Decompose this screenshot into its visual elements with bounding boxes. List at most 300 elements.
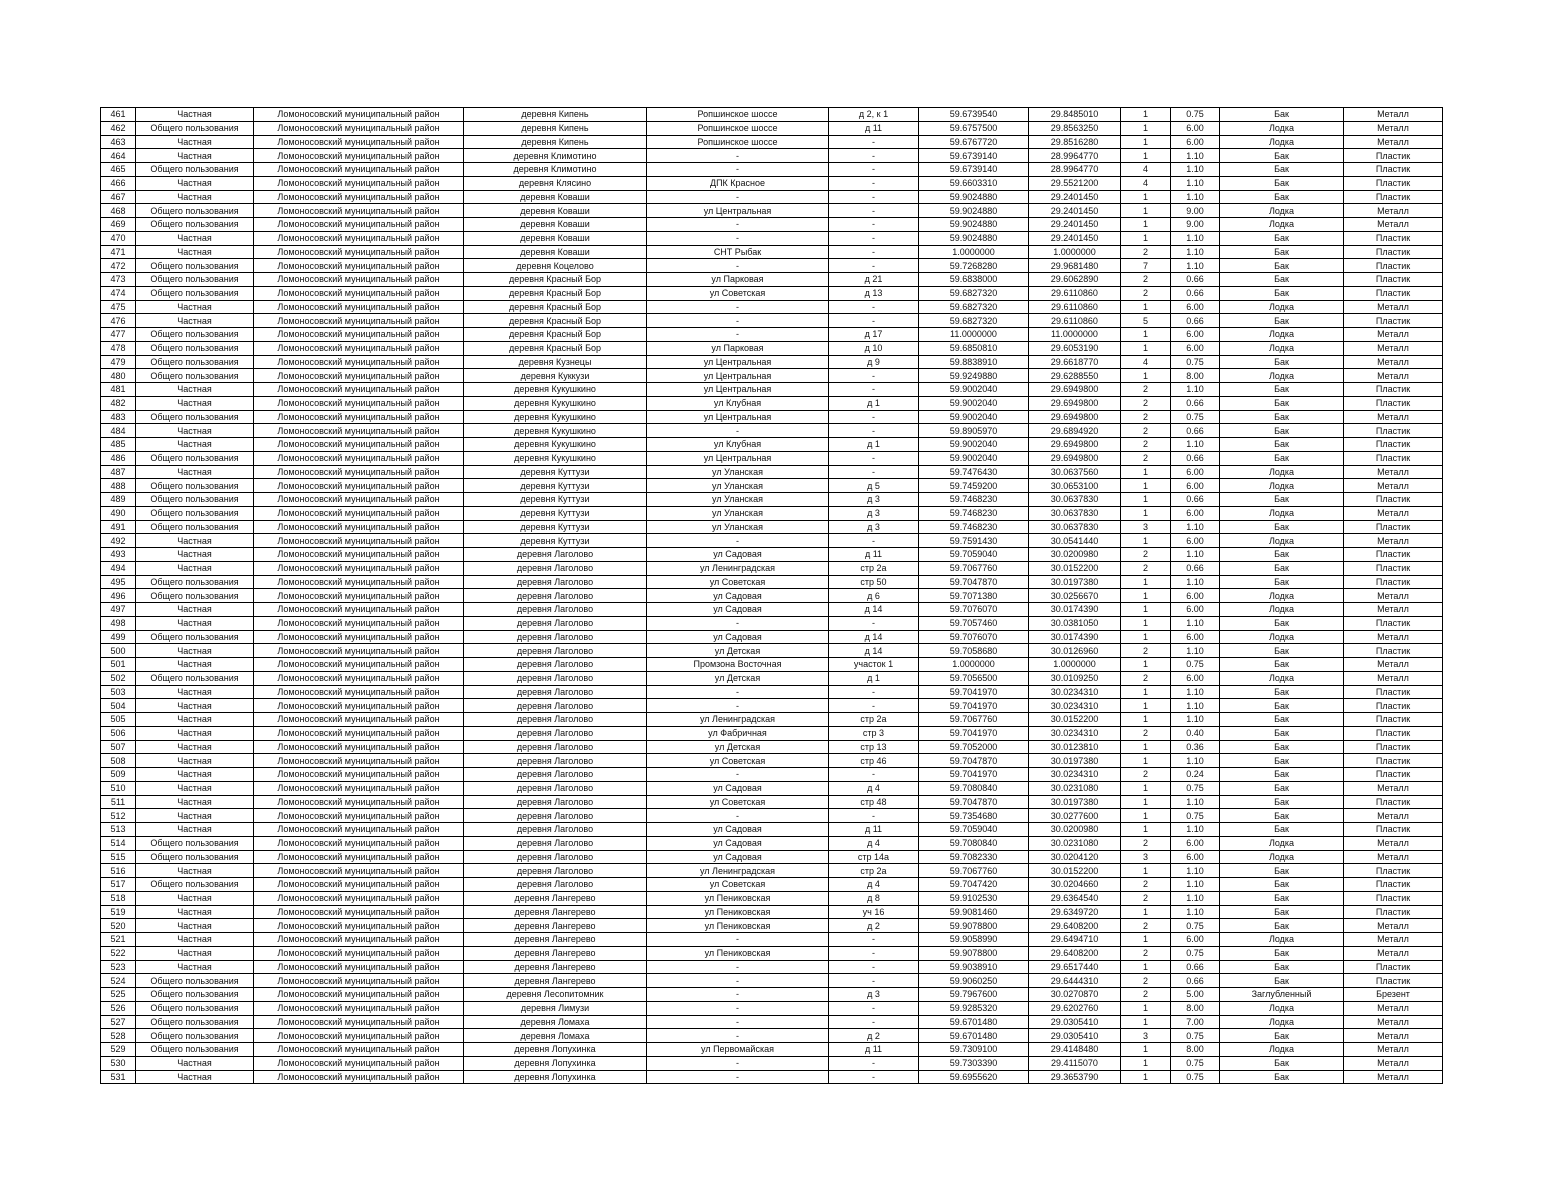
count-cell: 1 — [1121, 218, 1171, 232]
table-row — [101, 396, 1443, 410]
volume-cell: 6.00 — [1171, 589, 1220, 603]
latitude-cell: 59.7476430 — [919, 465, 1029, 479]
container-type-cell: Бак — [1220, 245, 1344, 259]
settlement-cell: деревня Кукушкино — [464, 383, 647, 397]
row-number-cell: 485 — [101, 438, 136, 452]
latitude-cell: 59.7057460 — [919, 616, 1029, 630]
volume-cell: 1.10 — [1171, 190, 1220, 204]
settlement-cell: деревня Кукушкино — [464, 410, 647, 424]
count-cell: 2 — [1121, 878, 1171, 892]
street-cell: - — [647, 1001, 829, 1015]
row-number-cell: 500 — [101, 644, 136, 658]
row-number-cell: 476 — [101, 314, 136, 328]
building-cell: - — [829, 1070, 919, 1084]
row-number-cell: 488 — [101, 479, 136, 493]
container-type-cell: Бак — [1220, 823, 1344, 837]
street-cell: - — [647, 190, 829, 204]
ownership-cell: Частная — [136, 190, 254, 204]
latitude-cell: 1.0000000 — [919, 245, 1029, 259]
latitude-cell: 59.7076070 — [919, 603, 1029, 617]
table-row — [101, 424, 1443, 438]
ownership-cell: Общего пользования — [136, 273, 254, 287]
settlement-cell: деревня Кузнецы — [464, 355, 647, 369]
latitude-cell: 59.7591430 — [919, 534, 1029, 548]
settlement-cell: деревня Лангерево — [464, 919, 647, 933]
building-cell: стр 2а — [829, 713, 919, 727]
longitude-cell: 30.0197380 — [1029, 795, 1121, 809]
table-row — [101, 369, 1443, 383]
latitude-cell: 59.7354680 — [919, 809, 1029, 823]
street-cell: ДПК Красное — [647, 176, 829, 190]
district-cell: Ломоносовский муниципальный район — [254, 891, 464, 905]
district-cell: Ломоносовский муниципальный район — [254, 300, 464, 314]
district-cell: Ломоносовский муниципальный район — [254, 135, 464, 149]
row-number-cell: 518 — [101, 891, 136, 905]
longitude-cell: 1.0000000 — [1029, 245, 1121, 259]
settlement-cell: деревня Куттузи — [464, 479, 647, 493]
row-number-cell: 472 — [101, 259, 136, 273]
street-cell: СНТ Рыбак — [647, 245, 829, 259]
material-cell: Пластик — [1344, 878, 1443, 892]
district-cell: Ломоносовский муниципальный район — [254, 548, 464, 562]
material-cell: Пластик — [1344, 314, 1443, 328]
ownership-cell: Общего пользования — [136, 341, 254, 355]
district-cell: Ломоносовский муниципальный район — [254, 575, 464, 589]
table-row — [101, 1043, 1443, 1057]
material-cell: Металл — [1344, 506, 1443, 520]
street-cell: ул Ленинградская — [647, 864, 829, 878]
container-type-cell: Бак — [1220, 754, 1344, 768]
building-cell: д 6 — [829, 589, 919, 603]
row-number-cell: 504 — [101, 699, 136, 713]
longitude-cell: 29.2401450 — [1029, 204, 1121, 218]
building-cell: - — [829, 300, 919, 314]
volume-cell: 0.75 — [1171, 781, 1220, 795]
ownership-cell: Частная — [136, 534, 254, 548]
row-number-cell: 523 — [101, 960, 136, 974]
row-number-cell: 525 — [101, 988, 136, 1002]
settlement-cell: деревня Лаголово — [464, 809, 647, 823]
material-cell: Металл — [1344, 919, 1443, 933]
volume-cell: 0.66 — [1171, 974, 1220, 988]
latitude-cell: 59.7080840 — [919, 781, 1029, 795]
volume-cell: 1.10 — [1171, 891, 1220, 905]
count-cell: 1 — [1121, 1070, 1171, 1084]
count-cell: 1 — [1121, 328, 1171, 342]
volume-cell: 0.66 — [1171, 960, 1220, 974]
latitude-cell: 59.6701480 — [919, 1029, 1029, 1043]
longitude-cell: 30.0200980 — [1029, 823, 1121, 837]
container-type-cell: Лодка — [1220, 506, 1344, 520]
settlement-cell: деревня Лимузи — [464, 1001, 647, 1015]
row-number-cell: 499 — [101, 630, 136, 644]
settlement-cell: деревня Лангерево — [464, 905, 647, 919]
longitude-cell: 29.6949800 — [1029, 383, 1121, 397]
row-number-cell: 495 — [101, 575, 136, 589]
row-number-cell: 492 — [101, 534, 136, 548]
latitude-cell: 59.7067760 — [919, 561, 1029, 575]
count-cell: 1 — [1121, 369, 1171, 383]
material-cell: Пластик — [1344, 768, 1443, 782]
street-cell: - — [647, 988, 829, 1002]
latitude-cell: 1.0000000 — [919, 658, 1029, 672]
district-cell: Ломоносовский муниципальный район — [254, 1043, 464, 1057]
settlement-cell: деревня Кукушкино — [464, 424, 647, 438]
settlement-cell: деревня Лаголово — [464, 561, 647, 575]
count-cell: 1 — [1121, 506, 1171, 520]
row-number-cell: 497 — [101, 603, 136, 617]
building-cell: - — [829, 163, 919, 177]
container-type-cell: Бак — [1220, 644, 1344, 658]
container-type-cell: Бак — [1220, 864, 1344, 878]
district-cell: Ломоносовский муниципальный район — [254, 699, 464, 713]
container-type-cell: Лодка — [1220, 479, 1344, 493]
container-type-cell: Бак — [1220, 108, 1344, 122]
street-cell: ул Клубная — [647, 438, 829, 452]
container-type-cell: Лодка — [1220, 341, 1344, 355]
ownership-cell: Общего пользования — [136, 163, 254, 177]
data-table — [100, 107, 1443, 1084]
district-cell: Ломоносовский муниципальный район — [254, 328, 464, 342]
table-row — [101, 768, 1443, 782]
table-row — [101, 121, 1443, 135]
settlement-cell: деревня Лопухинка — [464, 1070, 647, 1084]
table-row — [101, 905, 1443, 919]
material-cell: Металл — [1344, 465, 1443, 479]
container-type-cell: Заглубленный — [1220, 988, 1344, 1002]
ownership-cell: Общего пользования — [136, 988, 254, 1002]
ownership-cell: Частная — [136, 300, 254, 314]
building-cell: - — [829, 190, 919, 204]
row-number-cell: 496 — [101, 589, 136, 603]
table-row — [101, 1056, 1443, 1070]
volume-cell: 0.24 — [1171, 768, 1220, 782]
volume-cell: 6.00 — [1171, 933, 1220, 947]
table-row — [101, 685, 1443, 699]
ownership-cell: Частная — [136, 960, 254, 974]
building-cell: - — [829, 809, 919, 823]
settlement-cell: деревня Куттузи — [464, 465, 647, 479]
building-cell: - — [829, 176, 919, 190]
district-cell: Ломоносовский муниципальный район — [254, 424, 464, 438]
container-type-cell: Бак — [1220, 809, 1344, 823]
ownership-cell: Частная — [136, 795, 254, 809]
row-number-cell: 493 — [101, 548, 136, 562]
volume-cell: 6.00 — [1171, 341, 1220, 355]
row-number-cell: 527 — [101, 1015, 136, 1029]
row-number-cell: 508 — [101, 754, 136, 768]
table-row — [101, 479, 1443, 493]
longitude-cell: 30.0126960 — [1029, 644, 1121, 658]
longitude-cell: 29.6949800 — [1029, 438, 1121, 452]
count-cell: 3 — [1121, 1029, 1171, 1043]
district-cell: Ломоносовский муниципальный район — [254, 121, 464, 135]
container-type-cell: Бак — [1220, 383, 1344, 397]
row-number-cell: 491 — [101, 520, 136, 534]
count-cell: 1 — [1121, 658, 1171, 672]
material-cell: Пластик — [1344, 273, 1443, 287]
row-number-cell: 524 — [101, 974, 136, 988]
street-cell: ул Пениковская — [647, 905, 829, 919]
ownership-cell: Частная — [136, 933, 254, 947]
building-cell: - — [829, 974, 919, 988]
row-number-cell: 464 — [101, 149, 136, 163]
material-cell: Пластик — [1344, 795, 1443, 809]
district-cell: Ломоносовский муниципальный район — [254, 149, 464, 163]
latitude-cell: 59.7047870 — [919, 754, 1029, 768]
street-cell: - — [647, 699, 829, 713]
count-cell: 2 — [1121, 644, 1171, 658]
street-cell: - — [647, 218, 829, 232]
latitude-cell: 59.6757500 — [919, 121, 1029, 135]
settlement-cell: деревня Лесопитомник — [464, 988, 647, 1002]
latitude-cell: 59.6827320 — [919, 300, 1029, 314]
latitude-cell: 59.7041970 — [919, 699, 1029, 713]
volume-cell: 0.40 — [1171, 726, 1220, 740]
building-cell: д 1 — [829, 438, 919, 452]
settlement-cell: деревня Лаголово — [464, 603, 647, 617]
count-cell: 1 — [1121, 479, 1171, 493]
table-row — [101, 575, 1443, 589]
longitude-cell: 30.0204660 — [1029, 878, 1121, 892]
building-cell: - — [829, 685, 919, 699]
building-cell: - — [829, 383, 919, 397]
settlement-cell: деревня Лангерево — [464, 960, 647, 974]
material-cell: Металл — [1344, 534, 1443, 548]
table-row — [101, 644, 1443, 658]
district-cell: Ломоносовский муниципальный район — [254, 850, 464, 864]
material-cell: Пластик — [1344, 713, 1443, 727]
table-row — [101, 740, 1443, 754]
latitude-cell: 59.7076070 — [919, 630, 1029, 644]
material-cell: Пластик — [1344, 754, 1443, 768]
longitude-cell: 29.6949800 — [1029, 410, 1121, 424]
longitude-cell: 29.6288550 — [1029, 369, 1121, 383]
settlement-cell: деревня Лаголово — [464, 864, 647, 878]
volume-cell: 0.66 — [1171, 424, 1220, 438]
ownership-cell: Частная — [136, 905, 254, 919]
table-row — [101, 108, 1443, 122]
ownership-cell: Частная — [136, 548, 254, 562]
settlement-cell: деревня Лаголово — [464, 616, 647, 630]
district-cell: Ломоносовский муниципальный район — [254, 231, 464, 245]
latitude-cell: 59.6739140 — [919, 163, 1029, 177]
row-number-cell: 469 — [101, 218, 136, 232]
ownership-cell: Частная — [136, 231, 254, 245]
volume-cell: 7.00 — [1171, 1015, 1220, 1029]
table-row — [101, 231, 1443, 245]
district-cell: Ломоносовский муниципальный район — [254, 493, 464, 507]
material-cell: Металл — [1344, 946, 1443, 960]
row-number-cell: 462 — [101, 121, 136, 135]
ownership-cell: Частная — [136, 424, 254, 438]
volume-cell: 1.10 — [1171, 231, 1220, 245]
district-cell: Ломоносовский муниципальный район — [254, 451, 464, 465]
ownership-cell: Общего пользования — [136, 836, 254, 850]
material-cell: Пластик — [1344, 438, 1443, 452]
street-cell: ул Советская — [647, 575, 829, 589]
building-cell: д 8 — [829, 891, 919, 905]
material-cell: Пластик — [1344, 726, 1443, 740]
district-cell: Ломоносовский муниципальный район — [254, 1029, 464, 1043]
latitude-cell: 59.7082330 — [919, 850, 1029, 864]
street-cell: ул Садовая — [647, 548, 829, 562]
settlement-cell: деревня Красный Бор — [464, 286, 647, 300]
street-cell: - — [647, 1029, 829, 1043]
volume-cell: 1.10 — [1171, 795, 1220, 809]
street-cell: ул Пениковская — [647, 891, 829, 905]
material-cell: Пластик — [1344, 149, 1443, 163]
count-cell: 3 — [1121, 850, 1171, 864]
latitude-cell: 11.0000000 — [919, 328, 1029, 342]
ownership-cell: Частная — [136, 658, 254, 672]
material-cell: Металл — [1344, 1070, 1443, 1084]
container-type-cell: Бак — [1220, 795, 1344, 809]
longitude-cell: 30.0174390 — [1029, 630, 1121, 644]
longitude-cell: 29.6110860 — [1029, 286, 1121, 300]
row-number-cell: 470 — [101, 231, 136, 245]
latitude-cell: 59.9102530 — [919, 891, 1029, 905]
ownership-cell: Частная — [136, 108, 254, 122]
settlement-cell: деревня Лаголово — [464, 878, 647, 892]
table-body — [101, 108, 1443, 1084]
building-cell: д 3 — [829, 988, 919, 1002]
material-cell: Металл — [1344, 603, 1443, 617]
ownership-cell: Частная — [136, 823, 254, 837]
building-cell: д 3 — [829, 506, 919, 520]
latitude-cell: 59.9024880 — [919, 231, 1029, 245]
latitude-cell: 59.8838910 — [919, 355, 1029, 369]
district-cell: Ломоносовский муниципальный район — [254, 1001, 464, 1015]
ownership-cell: Частная — [136, 685, 254, 699]
street-cell: - — [647, 300, 829, 314]
longitude-cell: 29.6062890 — [1029, 273, 1121, 287]
container-type-cell: Лодка — [1220, 465, 1344, 479]
table-row — [101, 300, 1443, 314]
longitude-cell: 30.0381050 — [1029, 616, 1121, 630]
longitude-cell: 29.4115070 — [1029, 1056, 1121, 1070]
count-cell: 1 — [1121, 149, 1171, 163]
row-number-cell: 502 — [101, 671, 136, 685]
settlement-cell: деревня Куттузи — [464, 534, 647, 548]
volume-cell: 0.75 — [1171, 809, 1220, 823]
count-cell: 1 — [1121, 781, 1171, 795]
row-number-cell: 498 — [101, 616, 136, 630]
count-cell: 1 — [1121, 341, 1171, 355]
row-number-cell: 479 — [101, 355, 136, 369]
street-cell: - — [647, 768, 829, 782]
district-cell: Ломоносовский муниципальный район — [254, 658, 464, 672]
district-cell: Ломоносовский муниципальный район — [254, 176, 464, 190]
settlement-cell: деревня Лаголово — [464, 575, 647, 589]
ownership-cell: Общего пользования — [136, 121, 254, 135]
ownership-cell: Частная — [136, 603, 254, 617]
volume-cell: 0.75 — [1171, 658, 1220, 672]
count-cell: 1 — [1121, 740, 1171, 754]
ownership-cell: Общего пользования — [136, 974, 254, 988]
ownership-cell: Общего пользования — [136, 1015, 254, 1029]
longitude-cell: 30.0152200 — [1029, 713, 1121, 727]
building-cell: стр 48 — [829, 795, 919, 809]
building-cell: стр 46 — [829, 754, 919, 768]
count-cell: 2 — [1121, 974, 1171, 988]
street-cell: Ропшинское шоссе — [647, 108, 829, 122]
volume-cell: 0.75 — [1171, 108, 1220, 122]
count-cell: 1 — [1121, 795, 1171, 809]
row-number-cell: 473 — [101, 273, 136, 287]
building-cell: - — [829, 933, 919, 947]
container-type-cell: Бак — [1220, 520, 1344, 534]
longitude-cell: 29.2401450 — [1029, 190, 1121, 204]
street-cell: ул Центральная — [647, 383, 829, 397]
longitude-cell: 29.3653790 — [1029, 1070, 1121, 1084]
material-cell: Металл — [1344, 933, 1443, 947]
settlement-cell: деревня Кукушкино — [464, 451, 647, 465]
building-cell: - — [829, 1015, 919, 1029]
settlement-cell: деревня Лаголово — [464, 726, 647, 740]
settlement-cell: деревня Куттузи — [464, 493, 647, 507]
latitude-cell: 59.6603310 — [919, 176, 1029, 190]
latitude-cell: 59.7041970 — [919, 685, 1029, 699]
settlement-cell: деревня Лаголово — [464, 781, 647, 795]
volume-cell: 1.10 — [1171, 616, 1220, 630]
ownership-cell: Общего пользования — [136, 506, 254, 520]
street-cell: ул Садовая — [647, 850, 829, 864]
ownership-cell: Частная — [136, 465, 254, 479]
volume-cell: 6.00 — [1171, 534, 1220, 548]
count-cell: 2 — [1121, 561, 1171, 575]
table-row — [101, 520, 1443, 534]
district-cell: Ломоносовский муниципальный район — [254, 520, 464, 534]
longitude-cell: 29.2401450 — [1029, 231, 1121, 245]
count-cell: 1 — [1121, 685, 1171, 699]
material-cell: Металл — [1344, 341, 1443, 355]
volume-cell: 0.75 — [1171, 1070, 1220, 1084]
building-cell: д 9 — [829, 355, 919, 369]
container-type-cell: Лодка — [1220, 218, 1344, 232]
ownership-cell: Общего пользования — [136, 451, 254, 465]
street-cell: - — [647, 149, 829, 163]
street-cell: ул Уланская — [647, 520, 829, 534]
row-number-cell: 480 — [101, 369, 136, 383]
street-cell: - — [647, 933, 829, 947]
ownership-cell: Частная — [136, 946, 254, 960]
latitude-cell: 59.6701480 — [919, 1015, 1029, 1029]
latitude-cell: 59.6739540 — [919, 108, 1029, 122]
container-type-cell: Бак — [1220, 190, 1344, 204]
container-type-cell: Лодка — [1220, 328, 1344, 342]
ownership-cell: Общего пользования — [136, 328, 254, 342]
count-cell: 1 — [1121, 809, 1171, 823]
longitude-cell: 29.6202760 — [1029, 1001, 1121, 1015]
street-cell: ул Пениковская — [647, 919, 829, 933]
count-cell: 2 — [1121, 946, 1171, 960]
ownership-cell: Частная — [136, 149, 254, 163]
row-number-cell: 526 — [101, 1001, 136, 1015]
latitude-cell: 59.9038910 — [919, 960, 1029, 974]
count-cell: 1 — [1121, 1056, 1171, 1070]
building-cell: д 13 — [829, 286, 919, 300]
longitude-cell: 28.9964770 — [1029, 149, 1121, 163]
row-number-cell: 475 — [101, 300, 136, 314]
volume-cell: 1.10 — [1171, 905, 1220, 919]
street-cell: ул Детская — [647, 671, 829, 685]
table-row — [101, 946, 1443, 960]
street-cell: Ропшинское шоссе — [647, 121, 829, 135]
row-number-cell: 507 — [101, 740, 136, 754]
settlement-cell: деревня Клясино — [464, 176, 647, 190]
table-row — [101, 699, 1443, 713]
